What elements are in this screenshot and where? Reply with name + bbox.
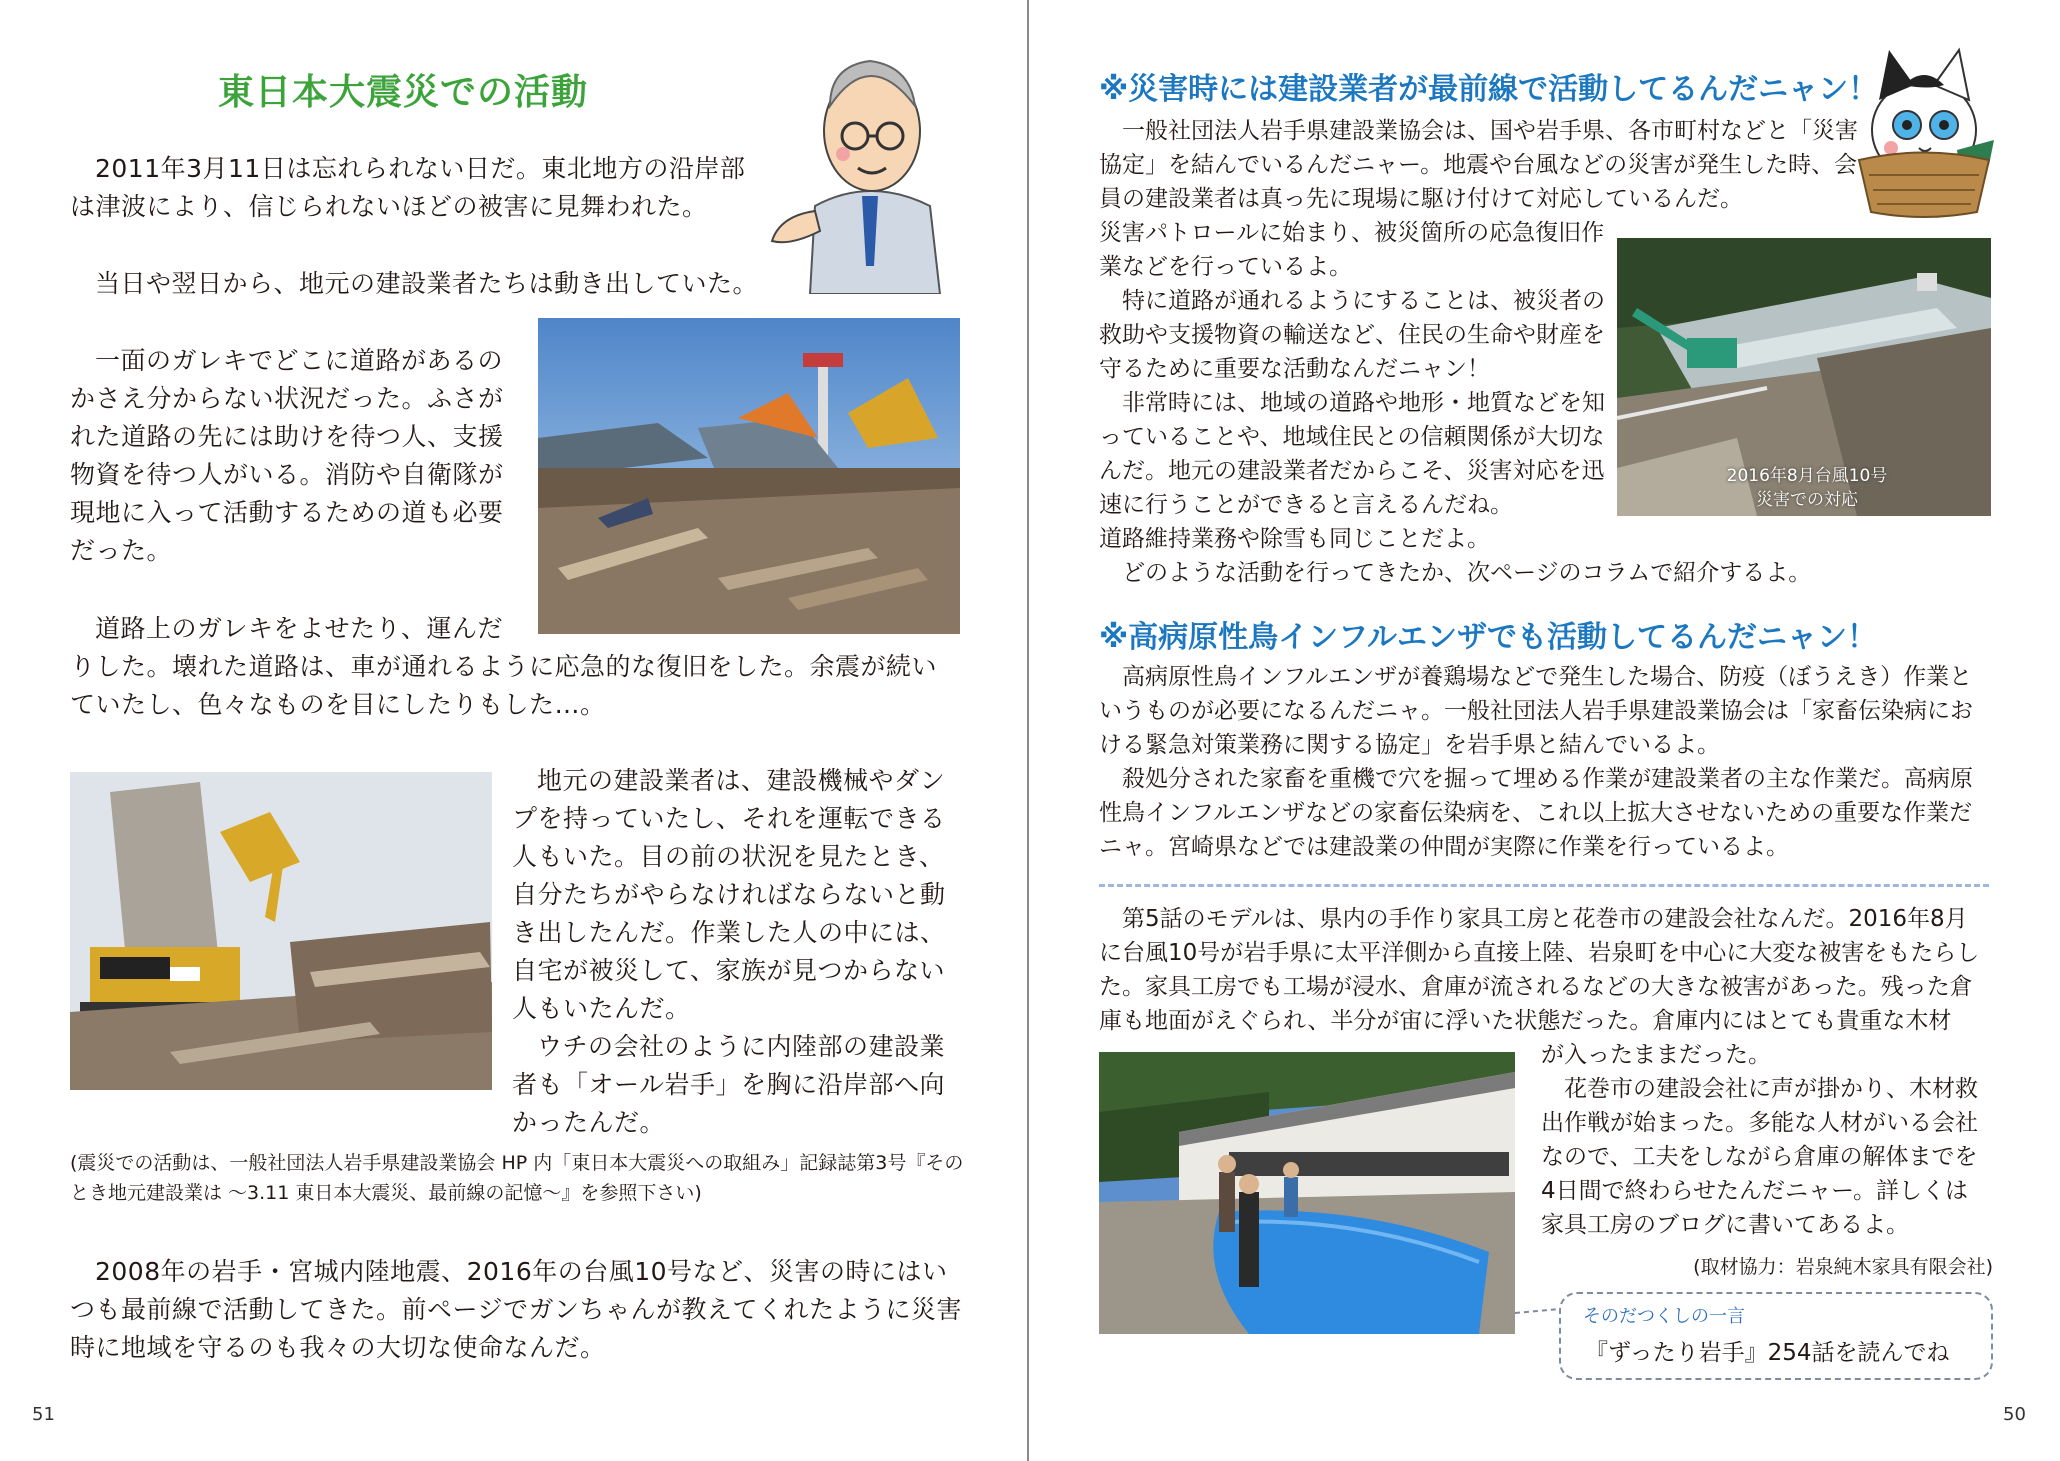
cat-in-basket-illustration — [1849, 40, 1999, 218]
paragraph-next-page: どのような活動を行ってきたか、次ページのコラムで紹介するよ。 — [1122, 560, 1812, 586]
page-number: 51 — [32, 1404, 55, 1425]
paragraph-day-after: 当日や翌日から、地元の建設業者たちは動き出していた。 — [95, 269, 759, 298]
page-number: 50 — [2003, 1404, 2026, 1425]
section-heading-bird-flu: ※高病原性鳥インフルエンザでも活動してるんだニャン！ — [1099, 620, 1877, 655]
paragraph-clearing-a: 道路上のガレキをよせたり、運んだ — [95, 614, 504, 643]
paragraph-road-maintenance: 道路維持業務や除雪も同じことだよ。 — [1099, 526, 1490, 552]
paragraph-disaster-agreement: 一般社団法人岩手県建設業協会は、国や岩手県、各市町村などと「災害協定」を結んでいるんだニャー。地震や台風などの災害が発生した時、会員の建設業者は真っ先に現場に駆け付けて対応しているんだ。 — [1099, 118, 1858, 212]
section-divider — [1099, 884, 1989, 887]
paragraph-bird-flu-work: 殺処分された家畜を重機で穴を掘って埋める作業が建設業者の主な作業だ。高病原性鳥インフルエンザなどの家畜伝染病を、これ以上拡大させないための重要な作業だニャ。宮崎県などでは建設業の仲間が実際に作業を行っているよ。 — [1099, 766, 1973, 860]
paragraph-patrol: 災害パトロールに始まり、被災箇所の応急復旧作業などを行っているよ。 — [1099, 220, 1605, 280]
paragraph-episode-model: 第5話のモデルは、県内の手作り家具工房と花巻市の建設会社なんだ。2016年8月に台風10号が岩手県に太平洋側から直接上陸、岩泉町を中心に大変な被害をもたらした。家具工房でも工場が浸水、倉庫が流されるなどの大きな被害があった。残った倉庫も地面がえぐられ、半分が宙に浮いた状態だった。倉庫内にはとても貴重な木材 — [1099, 906, 1980, 1034]
paragraph-roads-important: 特に道路が通れるようにすることは、被災者の救助や支援物資の輸送など、住民の生命や財産を守るために重要な活動なんだニャン！ — [1099, 288, 1605, 382]
page-title: 東日本大震災での活動 — [218, 72, 589, 113]
reference-note: (震災での活動は、一般社団法人岩手県建設業協会 HP 内「東日本大震災への取組み」記録誌第3号『そのとき地元建設業は ～3.11 東日本大震災、最前線の記憶～』を参照下さい) — [70, 1152, 964, 1204]
photo-caption-line1: 2016年8月台風10号 — [1726, 466, 1888, 486]
paragraph-local-knowledge: 非常時には、地域の道路や地形・地質などを知っていることや、地域住民との信頼関係が大切なんだ。地元の建設業者だからこそ、災害対応を迅速に行うことができると言えるんだね。 — [1099, 390, 1605, 518]
typhoon-response-photo — [1617, 238, 1991, 516]
intro-paragraph: 2011年3月11日は忘れられない日だ。東北地方の沿岸部は津波により、信じられないほどの被害に見舞われた。 — [70, 154, 746, 221]
warehouse-tarp-photo — [1099, 1052, 1515, 1334]
paragraph-all-iwate: ウチの会社のように内陸部の建設業者も「オール岩手」を胸に沿岸部へ向かったんだ。 — [512, 1032, 946, 1137]
paragraph-wood-remaining: が入ったままだった。 — [1541, 1042, 1771, 1068]
paragraph-rubble-roads: 一面のガレキでどこに道路があるのかさえ分からない状況だった。ふさがれた道路の先には助けを待つ人、支援物資を待つ人がいる。消防や自衛隊が現地に入って活動するための道も必要だった。 — [70, 346, 504, 565]
paragraph-rescue-operation: 花巻市の建設会社に声が掛かり、木材救出作戦が始まった。多能な人材がいる会社なので、工夫をしながら倉庫の解体までを4日間で終わらせたんだニャー。詳しくは家具工房のブログに書いてあるよ。 — [1541, 1076, 1978, 1238]
right-page — [1031, 0, 2060, 1461]
interview-credit: (取材協力：岩泉純木家具有限会社) — [1693, 1256, 1993, 1278]
section-heading-disaster: ※災害時には建設業者が最前線で活動してるんだニャン！ — [1099, 72, 1879, 107]
man-character-illustration — [770, 36, 970, 294]
bubble-label: そのだつくしの一言 — [1583, 1306, 1745, 1327]
paragraph-frontline: 2008年の岩手・宮城内陸地震、2016年の台風10号など、災害の時にはいつも最前線で活動してきた。前ページでガンちゃんが教えてくれたように災害時に地域を守るのも我々の大切な使命なんだ。 — [70, 1257, 963, 1362]
paragraph-local-builders: 地元の建設業者は、建設機械やダンプを持っていたし、それを運転できる人もいた。目の前の状況を見たとき、自分たちがやらなければならないと動き出したんだ。作業した人の中には、自宅が被災して、家族が見つからない人もいたんだ。 — [512, 766, 946, 1023]
left-page — [0, 0, 1029, 1461]
excavator-demolition-photo — [70, 772, 492, 1090]
photo-caption-line2: 災害での対応 — [1756, 490, 1858, 510]
bubble-text: 『ずったり岩手』254話を読んでね — [1585, 1340, 1950, 1366]
paragraph-bird-flu-agreement: 高病原性鳥インフルエンザが養鶏場などで発生した場合、防疫（ぼうえき）作業というものが必要になるんだニャ。一般社団法人岩手県建設業協会は「家畜伝染病における緊急対策業務に関する協定」を岩手県と結んでいるよ。 — [1099, 664, 1973, 758]
comment-bubble — [1559, 1292, 1993, 1380]
paragraph-clearing-b: りした。壊れた道路は、車が通れるように応急的な復旧をした。余震が続いていたし、色々なものを目にしたりもした…。 — [70, 652, 938, 719]
tsunami-debris-photo — [538, 318, 960, 634]
